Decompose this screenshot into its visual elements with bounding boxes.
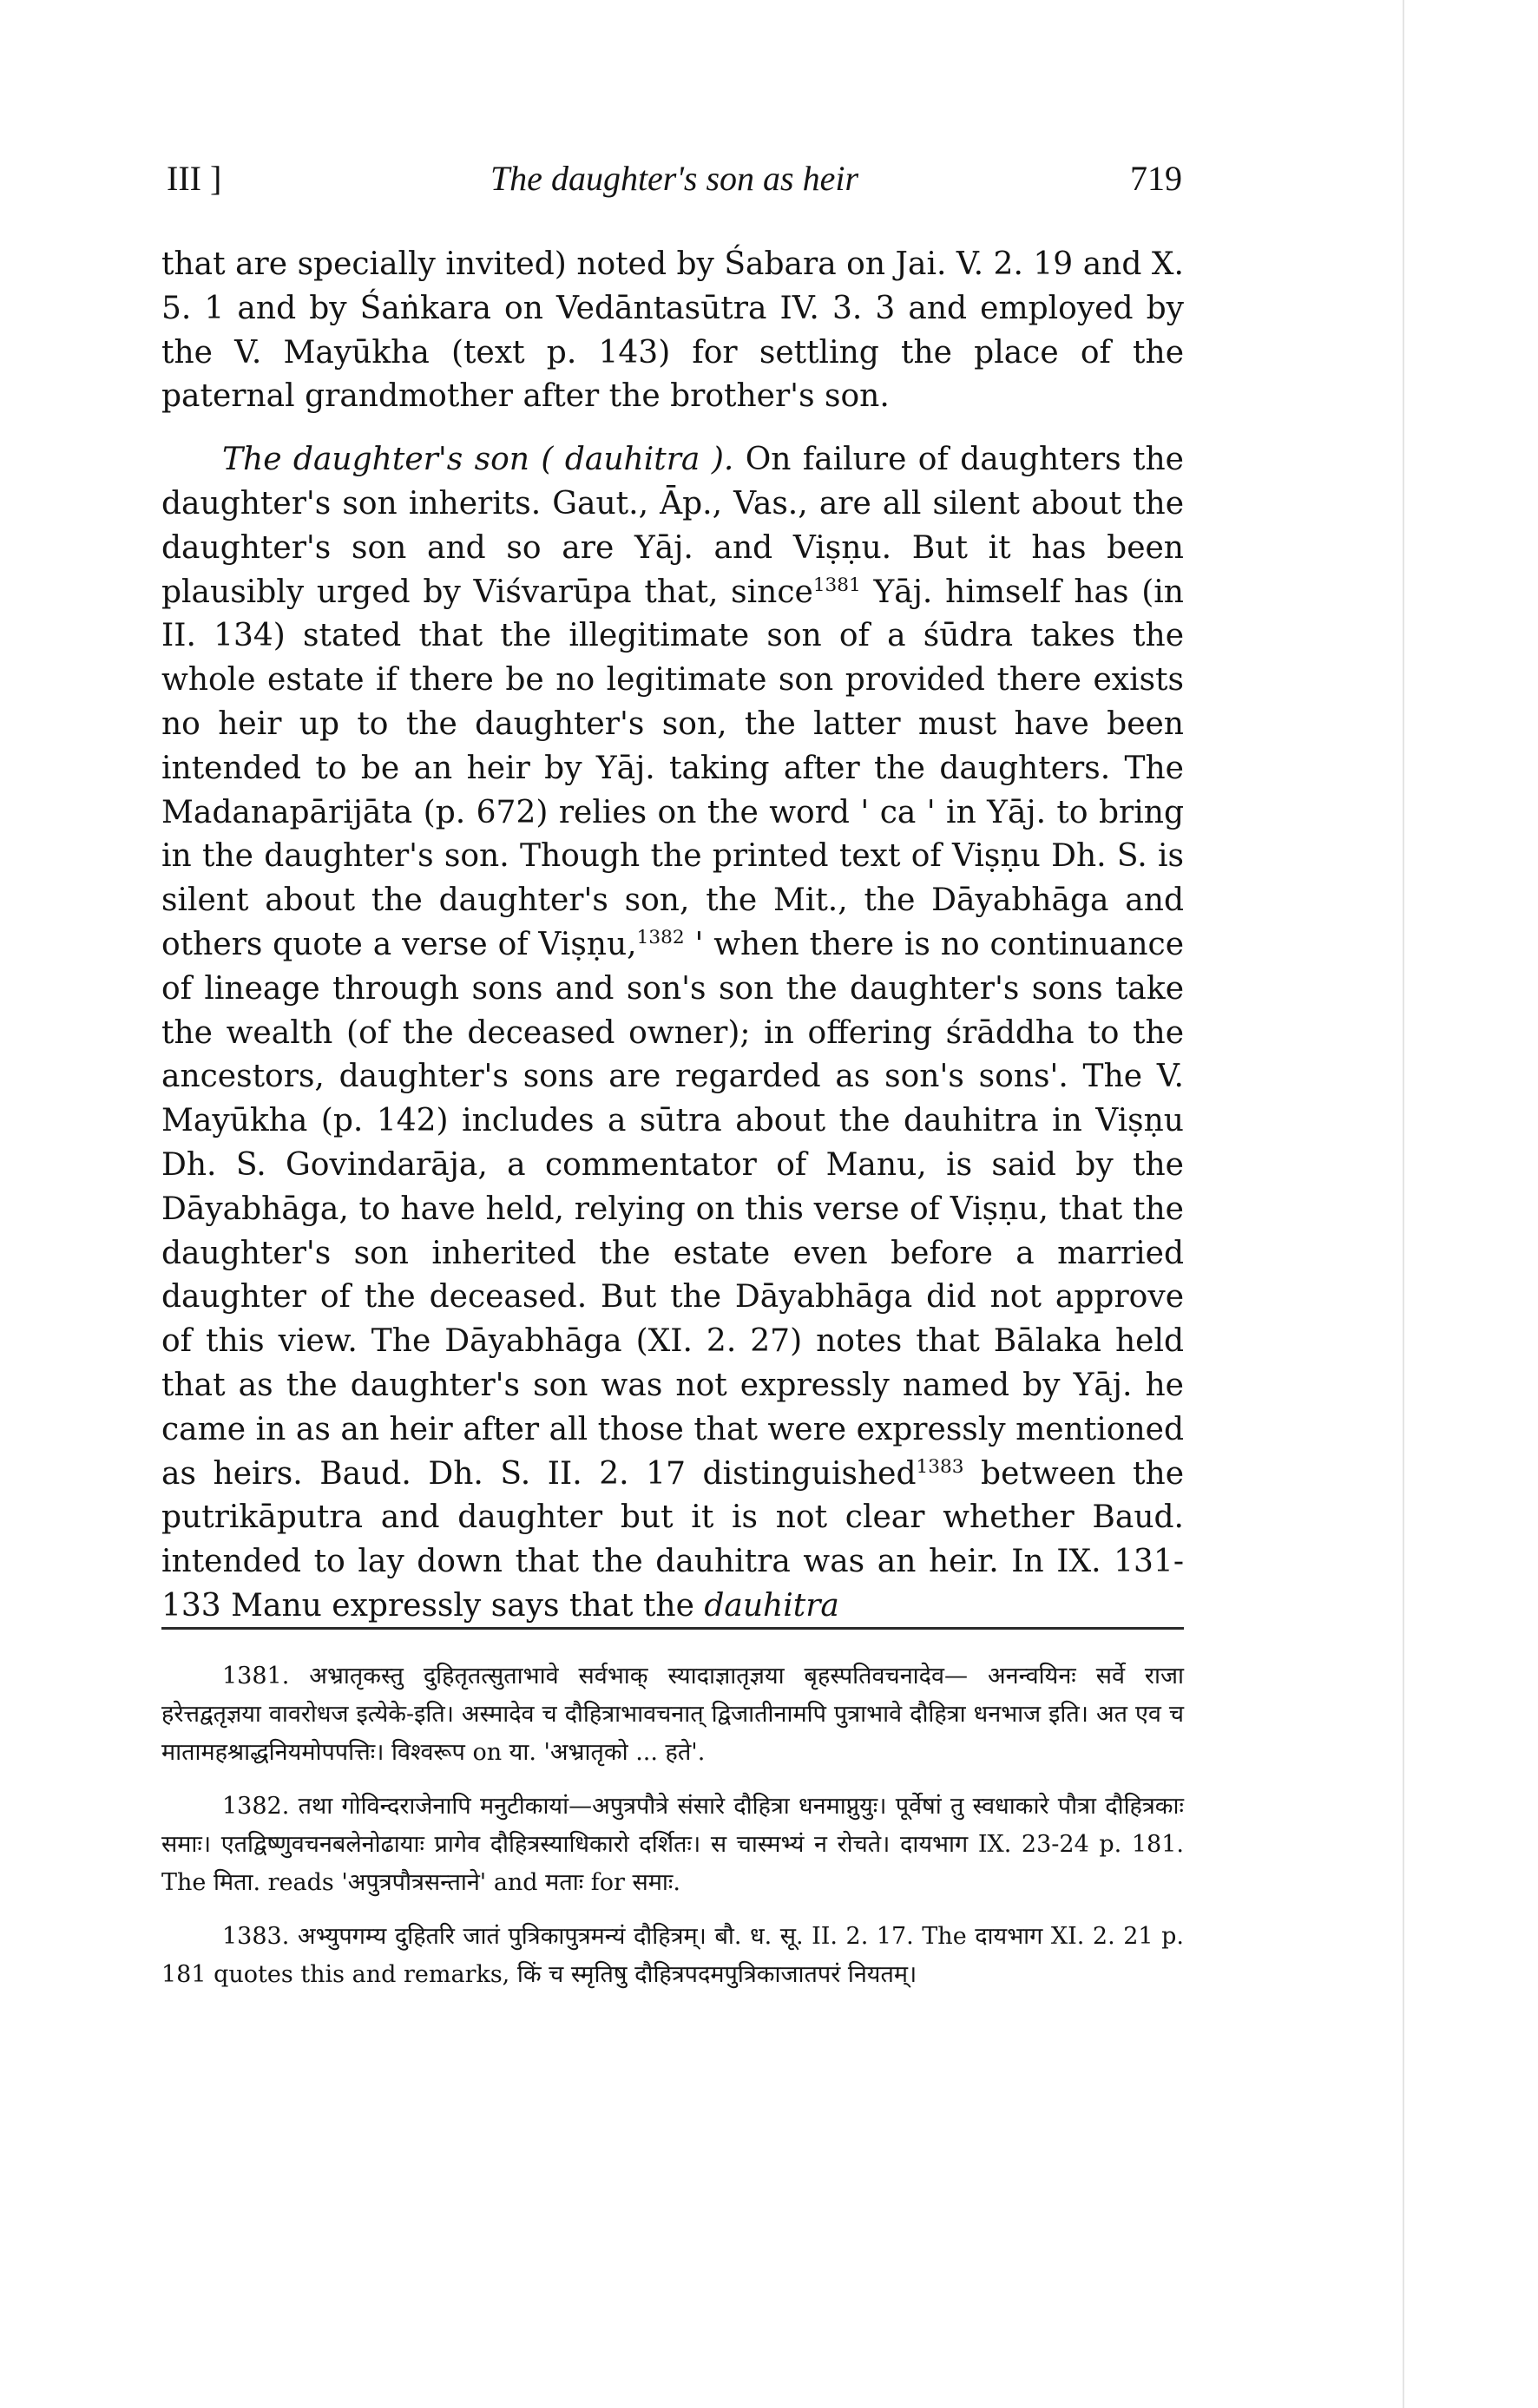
footnote-number: 1381.	[222, 1663, 290, 1690]
footnote-ref-1383[interactable]: 1383	[916, 1455, 964, 1478]
footnote-ref-1382[interactable]: 1382	[636, 926, 685, 948]
page-edge-line	[1403, 0, 1404, 2408]
paragraph-continued: that are specially invited) noted by Śabara on Jai. V. 2. 19 and X. 5. 1 and by Śaṅkara on Vedāntasūtra IV. 3. 3 and employed by the V. Mayūkha (text p. 143) for settling the place of the paternal grandmother after the brother's son.	[161, 246, 1184, 415]
text-run: Yāj. himself has (in II. 134) stated that the illegitimate son of a śūdra takes the whole estate if there be no legitimate son provided there exists no heir up to the daughter's son, the latter must have been intended to be an heir by Yāj. taking after the daughters. The Madanapārijāta (p. 672) relies on the word ' ca ' in Yāj. to bring in the daughter's son. Though the printed text of Viṣṇu Dh. S. is silent about the daughter's son, the Mit., the Dāyabhāga and others quote a verse of Viṣṇu,	[161, 574, 1184, 962]
section-number: III ]	[167, 159, 222, 198]
footnote-text: अभ्रातृकस्तु दुहितृतत्सुताभावे सर्वभाक् स्यादाज्ञातृज्ञया बृहस्पतिवचनादेव— अनन्वयिनः सर्वे राजा हरेत्तद्वतृज्ञया वावरोधज इत्येके-इति। अस्मादेव च दौहित्राभावचनात् द्विजातीनामपि पुत्राभावे दौहित्रा धनभाज इति। अत एव च मातामहश्राद्धनियमोपपत्तिः। विश्वरूप on या. 'अभ्रातृको ... हते'.	[161, 1663, 1184, 1766]
paragraph-heading: The daughter's son ( dauhitra ).	[222, 442, 734, 478]
footnote-1382	[161, 1788, 1184, 1902]
paragraph-daughters-son	[161, 438, 1184, 1629]
text-run-italic: dauhitra	[704, 1587, 839, 1624]
footnote-ref-1381[interactable]: 1381	[812, 574, 861, 596]
footnotes	[161, 1657, 1184, 2010]
text-run: On failure of daughters the daughter's son inherits. Gaut., Āp., Vas., are all silent about the daughter's son and so are Yāj. and Viṣṇu. But it has been plausibly urged by Viśvarūpa that, since	[161, 442, 1184, 610]
footnote-number: 1383.	[222, 1923, 290, 1950]
main-text	[161, 243, 1184, 1629]
footnote-1383	[161, 1918, 1184, 1994]
footnote-1381	[161, 1657, 1184, 1772]
text-run: between the putrikāputra and daughter but it is not clear whether Baud. intended to lay down that the dauhitra was an heir. In IX. 131-133 Manu expressly says that the	[161, 1455, 1185, 1624]
footnote-text: तथा गोविन्दराजेनापि मनुटीकायां—अपुत्रपौत्रे संसारे दौहित्रा धनमाप्नुयुः। पूर्वेषां तु स्वधाकारे पौत्रा दौहित्रकाः समाः। एतद्विष्णुवचनबलेनोढायाः प्रागेव दौहित्रस्याधिकारो दर्शितः। स चास्मभ्यं न रोचते। दायभाग IX. 23-24 p. 181. The मिता. reads 'अपुत्रपौत्रसन्ताने' and मताः for समाः.	[161, 1793, 1184, 1896]
page-number: 719	[1130, 159, 1182, 198]
footnote-text: अभ्युपगम्य दुहितरि जातं पुत्रिकापुत्रमन्यं दौहित्रम्। बौ. ध. सू. II. 2. 17. The दायभाग XI. 2. 21 p. 181 quotes this and remarks, किं च स्मृतिषु दौहित्रपदमपुत्रिकाजातपरं नियतम्।	[161, 1923, 1184, 1988]
running-title: The daughter's son as heir	[490, 159, 859, 198]
text-run: ' when there is no continuance of lineage through sons and son's son the daughter's sons take the wealth (of the deceased owner); in offering śrāddha to the ancestors, daughter's sons are regarded as son's sons'. The V. Mayūkha (p. 142) includes a sūtra about the dauhitra in Viṣṇu Dh. S. Govindarāja, a commentator of Manu, is said by the Dāyabhāga, to have held, relying on this verse of Viṣṇu, that the daughter's son inherited the estate even before a married daughter of the deceased. But the Dāyabhāga did not approve of this view. The Dāyabhāga (XI. 2. 27) notes that Bālaka held that as the daughter's son was not expressly named by Yāj. he came in as an heir after all those that were expressly mentioned as heirs. Baud. Dh. S. II. 2. 17 distinguished	[161, 926, 1184, 1492]
footnote-number: 1382.	[222, 1793, 290, 1820]
running-header	[167, 153, 1182, 205]
footnote-divider	[161, 1627, 1184, 1630]
